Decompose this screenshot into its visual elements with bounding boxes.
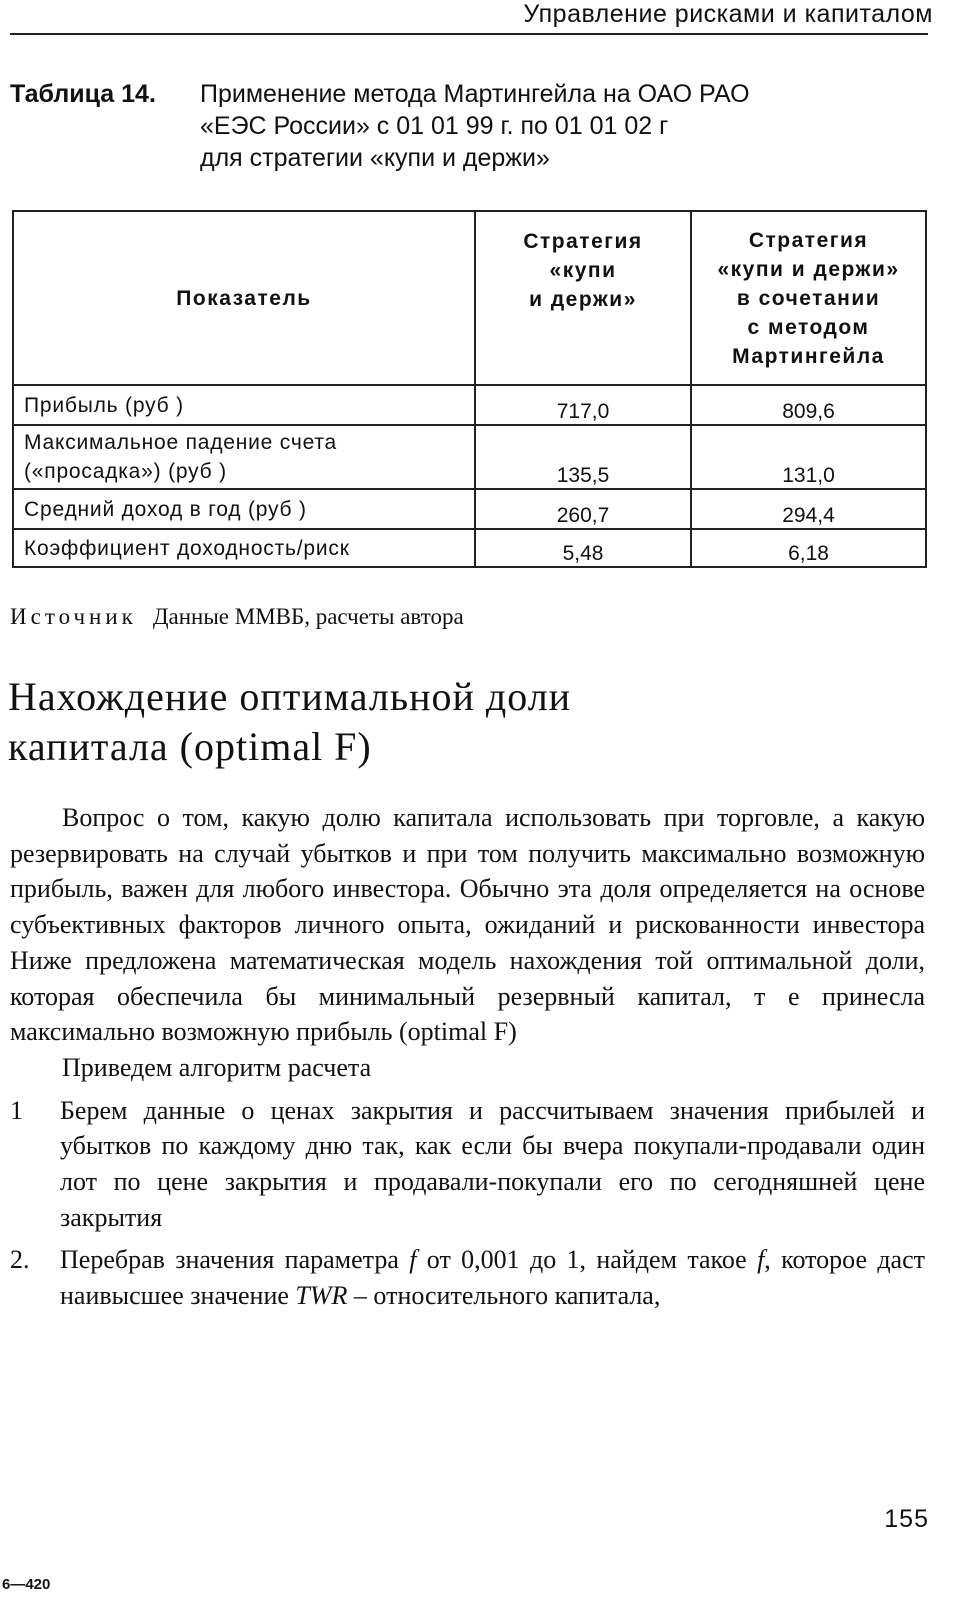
buy-hold-cell: 260,7: [475, 489, 691, 529]
indicator-cell: Максимальное падение счета («просадка») (руб ): [13, 425, 475, 489]
martingale-cell: 809,6: [691, 385, 926, 425]
table-caption-line: для стратегии «купи и держи»: [200, 144, 550, 172]
source-note: [10, 604, 464, 630]
table-row: [13, 529, 926, 567]
paragraph: Приведем алгоритм расчета: [62, 1052, 372, 1082]
section-title-line: капитала (optimal F): [8, 724, 372, 769]
buy-hold-cell: 5,48: [475, 529, 691, 567]
results-table: [12, 210, 927, 568]
martingale-cell: 294,4: [691, 489, 926, 529]
buy-hold-cell: 135,5: [475, 425, 691, 489]
indicator-cell: Коэффициент доходность/риск: [13, 529, 475, 567]
source-text: Данные ММВБ, расчеты автора: [152, 604, 464, 629]
list-item: 2. Перебрав значения параметра f от 0,001 до 1, найдем такое f, которое даст наивысшее значение TWR – относительного капитала,: [10, 1242, 925, 1313]
table-row: [13, 489, 926, 529]
indicator-cell: Средний доход в год (руб ): [13, 489, 475, 529]
variable-f: f: [409, 1245, 417, 1275]
indicator-cell: Прибыль (руб ): [13, 385, 475, 425]
table-caption-label: Таблица 14.: [10, 80, 156, 108]
variable-f: f: [757, 1245, 765, 1275]
table-caption-line: «ЕЭС России» с 01 01 99 г. по 01 01 02 г: [200, 112, 669, 140]
running-header: Управление рисками и капиталом: [523, 0, 933, 28]
variable-twr: TWR: [295, 1281, 348, 1311]
header-indicator: Показатель: [13, 211, 475, 385]
table-caption-text: [200, 78, 900, 174]
source-label: Источник: [10, 604, 137, 629]
section-title-line: Нахождение оптимальной доли: [8, 674, 572, 719]
buy-hold-cell: 717,0: [475, 385, 691, 425]
table-row: [13, 385, 926, 425]
martingale-cell: 131,0: [691, 425, 926, 489]
table-row: [13, 425, 926, 489]
list-item-number: 2.: [10, 1245, 30, 1275]
printer-signature: 6—420: [2, 1576, 51, 1593]
list-item: [10, 1093, 925, 1236]
header-rule: [10, 33, 928, 35]
header-buy-hold: Стратегия «купи и держи»: [475, 211, 691, 385]
list-item-number: 1: [10, 1095, 23, 1125]
table-header-row: [13, 211, 926, 385]
page-number: 155: [884, 1505, 929, 1533]
body-text: [10, 800, 925, 1314]
list-item-text: Берем данные о ценах закрытия и рассчитываем значения прибылей и убытков по каждому дню так, как если бы вчера покупали-продавали один лот по цене закрытия и продавали-покупали его по сегодняшней цене закрытия: [60, 1095, 925, 1232]
paragraph: Вопрос о том, какую долю капитала использовать при торговле, а какую резервировать на случай убытков и при том получить максимально возможную прибыль, важен для любого инвестора. Обычно эта доля определяется на основе субъективных факторов личного опыта, ожиданий и рискованности инвестора Ниже предложена математическая модель нахождения той оптимальной доли, которая обеспечила бы минимальный резервный капитал, т е принесла максимально возможную прибыль (optimal F): [10, 803, 925, 1047]
martingale-cell: 6,18: [691, 529, 926, 567]
header-martingale: Стратегия «купи и держи» в сочетании с методом Мартингейла: [691, 211, 926, 385]
table-caption-line: Применение метода Мартингейла на ОАО РАО: [200, 80, 750, 108]
section-title: [8, 672, 908, 772]
